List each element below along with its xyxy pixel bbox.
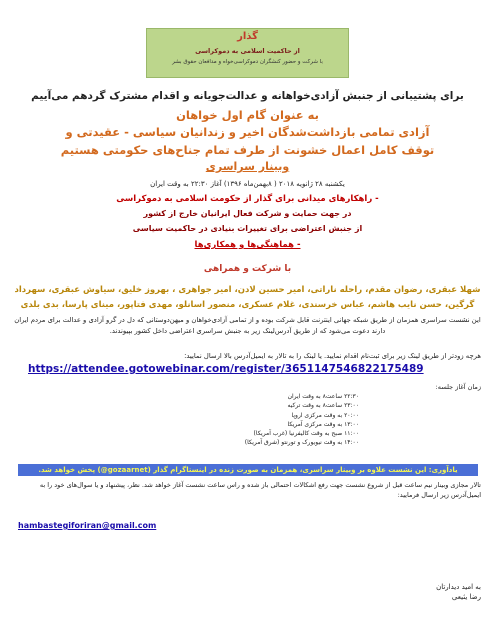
- topic-3: از جنبش اعتراضی برای تغییرات بنیادی در حاکمیت سیاسی: [132, 224, 363, 233]
- schedule-title: زمان آغاز جلسه:: [435, 383, 481, 391]
- register-link[interactable]: https://attendee.gotowebinar.com/register/3651147546822175489: [28, 363, 424, 375]
- reminder-banner: یادآوری: این نشست علاوه بر وبینار سراسری، همزمان به صورت زنده در اینستاگرام گذار (gozaarnet@) پخش خواهد شد.: [18, 464, 478, 476]
- headline-1: به عنوان گام اول خواهان: [176, 108, 319, 122]
- headline-2: آزادی تمامی بازداشت‌شدگان اخیر و زندانیان سیاسی - عقیدتی و: [65, 125, 430, 139]
- register-instructions: هرچه زودتر از طریق لینک زیر برای ثبت‌نام اقدام نمایید. یا لینک را به تالار به ایمیل‌آدرس بالا ارسال نمایید:: [184, 352, 481, 360]
- webinar-title: وبینار سراسری: [205, 160, 290, 173]
- schedule-item: ۲۳:۰۰ ساعت۸ به وقت ترکیه: [287, 402, 359, 410]
- topic-1: - راهکارهای میدانی برای گذار از حکومت اسلامی به دموکراسی: [116, 194, 379, 204]
- schedule-list: [159, 392, 359, 448]
- participants-line-1: شهلا عبقری، رضوان مقدم، راحله ناراتی، امیر حسین لادن، امیر جواهری ، بهروز خلیق، سیاوش عبقری، سهرداد: [14, 285, 481, 295]
- schedule-item: ۱۳:۰۰ به وقت مرکزی آمریکا: [287, 420, 359, 428]
- note-text: تالار مجازی وبینار نیم ساعت قبل از شروع نشست جهت رفع اشکالات احتمالی باز شده و راس ساعت نشست آغاز خواهد شد. نظر، پیشنهاد و یا سوال‌های خود را به ایمیل‌آدرس زیر ارسال فرمایید:: [39, 481, 481, 499]
- headline-3: توقف کامل اعمال خشونت از طرف تمام جناح‌های حکومتی هستیم: [60, 143, 435, 157]
- header-banner: [146, 28, 349, 78]
- contact-email-link[interactable]: hambastegiforiran@gmail.com: [18, 521, 157, 530]
- schedule-item: ۱۱:۰۰ صبح به وقت کالیفرنیا (غرب آمریکا): [253, 430, 359, 438]
- topic-2: در جهت حمایت و شرکت فعال ایرانیان خارج از کشور: [143, 209, 352, 218]
- participants-heading: با شرکت و همراهی: [203, 264, 292, 274]
- banner-title: گذار: [237, 31, 258, 42]
- intro-text: برای پشتیبانی از جنبش آزادی‌خواهانه و عدالت‌جویانه و اقدام مشترک گردهم می‌آییم: [31, 90, 464, 102]
- schedule-item: ۲۲:۳۰ ساعت۸ به وقت ایران: [287, 393, 359, 400]
- signature-name: رضا یثیعی: [451, 593, 481, 601]
- schedule-item: ۲۰:۰۰ به وقت مرکزی اروپا: [291, 411, 359, 419]
- schedule-item: ۱۴:۰۰ به وقت نیویورک و تورنتو (شرق آمریکا): [244, 439, 359, 447]
- banner-subtitle: از حاکمیت اسلامی به دموکراسی: [195, 47, 300, 55]
- participants-line-2: گرگین، حسن نایب هاشم، عباس خرسندی، غلام عسکری، منصور اسانلو، مهدی فتاپور، مینای پارسا، بدی بلدی: [20, 300, 475, 310]
- banner-line: با شرکت و حضور کنشگران دموکراسی‌خواه و مدافعان حقوق بشر: [172, 59, 323, 65]
- sign-off: به امید دیدارتان: [436, 583, 481, 591]
- invitation-paragraph: این نشست سراسری همزمان از طریق شبکه جهانی اینترنت قابل شرکت بوده و از تمامی آزادی‌خواهان و میهن‌دوستانی که دل در گرو آزادی و عدالت برای مردم ایران دارند دعوت می‌شود که از طریق آدرس‌لینک زیر به جنبش سراسری اعتراضی داخل کشور بپیوندند.: [14, 316, 481, 335]
- topic-4: - هماهنگی‌ها و همکاری‌ها: [194, 240, 301, 250]
- date-line: یکشنبه ۲۸ ژانویه ۲۰۱۸ ( ۸بهمن‌ماه ۱۳۹۶) آغاز ۲۲:۳۰ به وقت ایران: [150, 180, 345, 188]
